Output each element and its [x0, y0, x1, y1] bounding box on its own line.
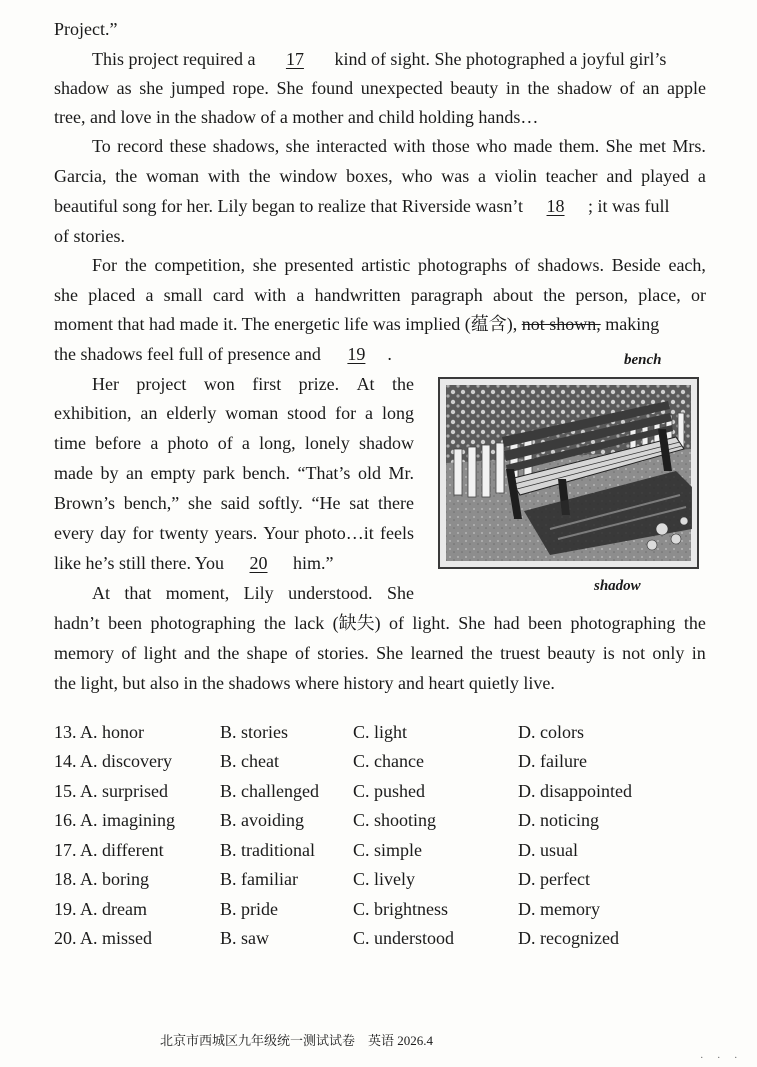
word: light.	[412, 613, 450, 633]
word: a	[241, 433, 250, 453]
word: the	[543, 285, 566, 305]
word: window	[279, 166, 338, 186]
word: violin	[494, 166, 537, 186]
word: them.	[558, 136, 600, 156]
para5-line4: the light, but also in the shadows where history and heart quietly live.	[54, 673, 555, 693]
word: for	[335, 403, 357, 423]
blank-17: 17	[285, 49, 304, 69]
para1-line2	[54, 73, 706, 103]
para-intro: Project.”	[54, 19, 118, 39]
para2-line1	[92, 131, 706, 161]
word: exhibition,	[54, 403, 132, 423]
para3-line1	[92, 250, 706, 280]
word: moment,	[165, 583, 230, 603]
word: “That’s	[297, 463, 351, 483]
word: an	[125, 463, 143, 483]
word: photographing	[570, 613, 676, 633]
blank-19: 19	[347, 344, 366, 364]
word: At	[92, 583, 110, 603]
word: not	[622, 643, 646, 663]
word: apple	[666, 78, 706, 98]
word: of	[121, 643, 137, 663]
word: only	[652, 643, 685, 663]
word: played	[641, 166, 690, 186]
word: She	[276, 78, 304, 98]
caption-shadow: shadow	[594, 578, 641, 594]
word: hadn’t	[54, 613, 100, 633]
word: twenty	[159, 523, 209, 543]
word: shape	[246, 643, 288, 663]
word: feels	[380, 523, 414, 543]
word: she	[187, 493, 212, 513]
word: the	[470, 643, 493, 663]
option-row-14: 14. A. discovery B. cheat C. chance D. failure	[54, 751, 587, 771]
para5-line1	[92, 578, 414, 608]
para4-line3	[54, 428, 414, 458]
para4-line4	[54, 458, 414, 488]
word: old	[357, 463, 381, 483]
para1-line3: tree, and love in the shadow of a mother and child holding hands…	[54, 107, 539, 127]
word: in	[505, 78, 520, 98]
word: about	[493, 285, 534, 305]
word: woman	[225, 403, 279, 423]
para4-line5	[54, 488, 414, 518]
word: light	[143, 643, 177, 663]
word: she	[54, 285, 78, 305]
word: record	[117, 136, 164, 156]
word: park	[202, 463, 235, 483]
word: for	[132, 523, 154, 543]
para5-line2	[54, 608, 706, 638]
word: She	[386, 583, 414, 603]
word: she	[252, 255, 277, 275]
word: photo	[167, 433, 209, 453]
word: bench.	[242, 463, 290, 483]
bench-illustration	[440, 379, 697, 567]
word: by	[100, 463, 119, 483]
word: an	[140, 403, 158, 423]
word: who	[401, 166, 433, 186]
word: To	[92, 136, 111, 156]
word: understood.	[288, 583, 373, 603]
word: Garcia,	[54, 166, 107, 186]
para5-line3	[54, 638, 706, 668]
word: (缺失)	[332, 613, 381, 633]
word: met	[638, 136, 666, 156]
word: a	[478, 166, 487, 186]
word: shadow	[557, 78, 613, 98]
para4-line1: Her project won first prize. At the	[92, 374, 414, 394]
option-row-13: 13. A. honor B. stories C. light D. colors	[54, 722, 584, 742]
scan-marks: . . .	[700, 1050, 743, 1061]
para2-line3: beautiful song for her. Lily began to realize that Riverside wasn’t 18 ; it was full	[54, 191, 706, 221]
word: every	[54, 523, 94, 543]
para3-line2	[54, 280, 706, 310]
option-row-16: 16. A. imagining B. avoiding C. shooting D. noticing	[54, 810, 599, 830]
word: teacher	[545, 166, 598, 186]
word: beauty	[450, 78, 499, 98]
word: of	[294, 643, 310, 663]
word: woman	[146, 166, 200, 186]
word: the	[527, 78, 550, 98]
word: made	[54, 463, 93, 483]
word: long,	[259, 433, 296, 453]
word: these	[169, 136, 207, 156]
word: been	[528, 613, 563, 633]
word: time	[54, 433, 86, 453]
para3-line4: the shadows feel full of presence and 19 .	[54, 339, 706, 369]
word: the	[248, 166, 271, 186]
word: and	[184, 643, 210, 663]
word: competition,	[154, 255, 245, 275]
option-row-18: 18. A. boring B. familiar C. lively D. perfect	[54, 869, 590, 889]
word: card	[212, 285, 244, 305]
word: an	[642, 78, 660, 98]
word: person,	[575, 285, 628, 305]
word: with	[254, 285, 287, 305]
word: had	[493, 613, 520, 633]
word: shadows.	[537, 255, 604, 275]
word: of	[619, 78, 635, 98]
caption-bench: bench	[624, 352, 662, 368]
word: said	[220, 493, 250, 513]
word: or	[690, 285, 706, 305]
word: boxes,	[346, 166, 393, 186]
word: with	[393, 136, 426, 156]
word: photographs	[417, 255, 507, 275]
word: and	[606, 166, 633, 186]
page-footer: 北京市西城区九年级统一测试试卷 英语 2026.4	[160, 1033, 434, 1048]
word: of	[514, 255, 530, 275]
word: Beside	[611, 255, 661, 275]
word: “He	[311, 493, 341, 513]
word: interacted	[316, 136, 387, 156]
word: the	[683, 613, 706, 633]
para3-line3: moment that had made it. The energetic life was implied (蕴含), not shown, making	[54, 314, 660, 334]
word: She	[376, 643, 404, 663]
word: learned	[410, 643, 464, 663]
word: lonely	[304, 433, 350, 453]
word: in	[691, 643, 706, 663]
word: the	[263, 613, 286, 633]
word: a	[697, 166, 706, 186]
word: small	[163, 285, 203, 305]
para4-line2	[54, 398, 414, 428]
word: of	[388, 613, 404, 633]
word: memory	[54, 643, 114, 663]
word: stood	[287, 403, 327, 423]
word: She	[458, 613, 486, 633]
word: was	[441, 166, 470, 186]
word: Mr.	[388, 463, 414, 483]
word: paragraph	[410, 285, 483, 305]
word: made	[513, 136, 553, 156]
word: shadows,	[212, 136, 280, 156]
word: place,	[638, 285, 681, 305]
word: day	[100, 523, 127, 543]
word: photo…it	[304, 523, 374, 543]
para2-line2	[54, 161, 706, 191]
word: presented	[284, 255, 354, 275]
word: sat	[349, 493, 370, 513]
word: softly.	[258, 493, 303, 513]
word: She	[605, 136, 633, 156]
word: who	[476, 136, 508, 156]
word: Mrs.	[672, 136, 706, 156]
word: each,	[668, 255, 706, 275]
word: truest	[500, 643, 541, 663]
word: shadow	[54, 78, 109, 98]
para1-line1: This project required a 17 kind of sight. She photographed a joyful girl’s	[92, 44, 706, 74]
blank-20: 20	[249, 553, 268, 573]
para2-line4: of stories.	[54, 226, 125, 246]
word: unexpected	[360, 78, 443, 98]
word: For	[92, 255, 118, 275]
word: long	[381, 403, 414, 423]
word: she	[285, 136, 310, 156]
word: shadow	[359, 433, 414, 453]
word: bench,”	[123, 493, 180, 513]
word: before	[95, 433, 142, 453]
word: found	[311, 78, 354, 98]
word: Lily	[243, 583, 274, 603]
word: handwritten	[314, 285, 401, 305]
para4-line7: like he’s still there. You 20 him.”	[54, 548, 414, 578]
option-row-15: 15. A. surprised B. challenged C. pushed D. disappointed	[54, 781, 632, 801]
word: a	[145, 285, 154, 305]
word: a	[296, 285, 305, 305]
word: elderly	[166, 403, 217, 423]
option-row-19: 19. A. dream B. pride C. brightness D. memory	[54, 899, 600, 919]
word: those	[431, 136, 470, 156]
word: photographing	[150, 613, 256, 633]
word: Brown’s	[54, 493, 116, 513]
word: been	[108, 613, 143, 633]
word: jumped	[170, 78, 225, 98]
word: of	[217, 433, 233, 453]
word: years.	[214, 523, 258, 543]
bench-shadow-photo	[438, 377, 699, 569]
para4-line6	[54, 518, 414, 548]
word: as	[116, 78, 132, 98]
word: placed	[88, 285, 136, 305]
word: a	[150, 433, 159, 453]
word: she	[139, 78, 164, 98]
word: the	[217, 643, 240, 663]
word: is	[602, 643, 615, 663]
word: a	[365, 403, 374, 423]
option-row-17: 17. A. different B. traditional C. simple D. usual	[54, 840, 578, 860]
word: the	[115, 166, 138, 186]
word: empty	[150, 463, 196, 483]
word: Your	[263, 523, 299, 543]
word: the	[124, 255, 147, 275]
word: with	[207, 166, 240, 186]
word: stories.	[317, 643, 369, 663]
word: that	[124, 583, 152, 603]
word: lack	[294, 613, 325, 633]
word: there	[377, 493, 414, 513]
word: beauty	[547, 643, 596, 663]
blank-18: 18	[546, 196, 565, 216]
word: artistic	[361, 255, 411, 275]
word: rope.	[232, 78, 269, 98]
option-row-20: 20. A. missed B. saw C. understood D. recognized	[54, 928, 619, 948]
struck-text: not shown,	[521, 314, 601, 334]
